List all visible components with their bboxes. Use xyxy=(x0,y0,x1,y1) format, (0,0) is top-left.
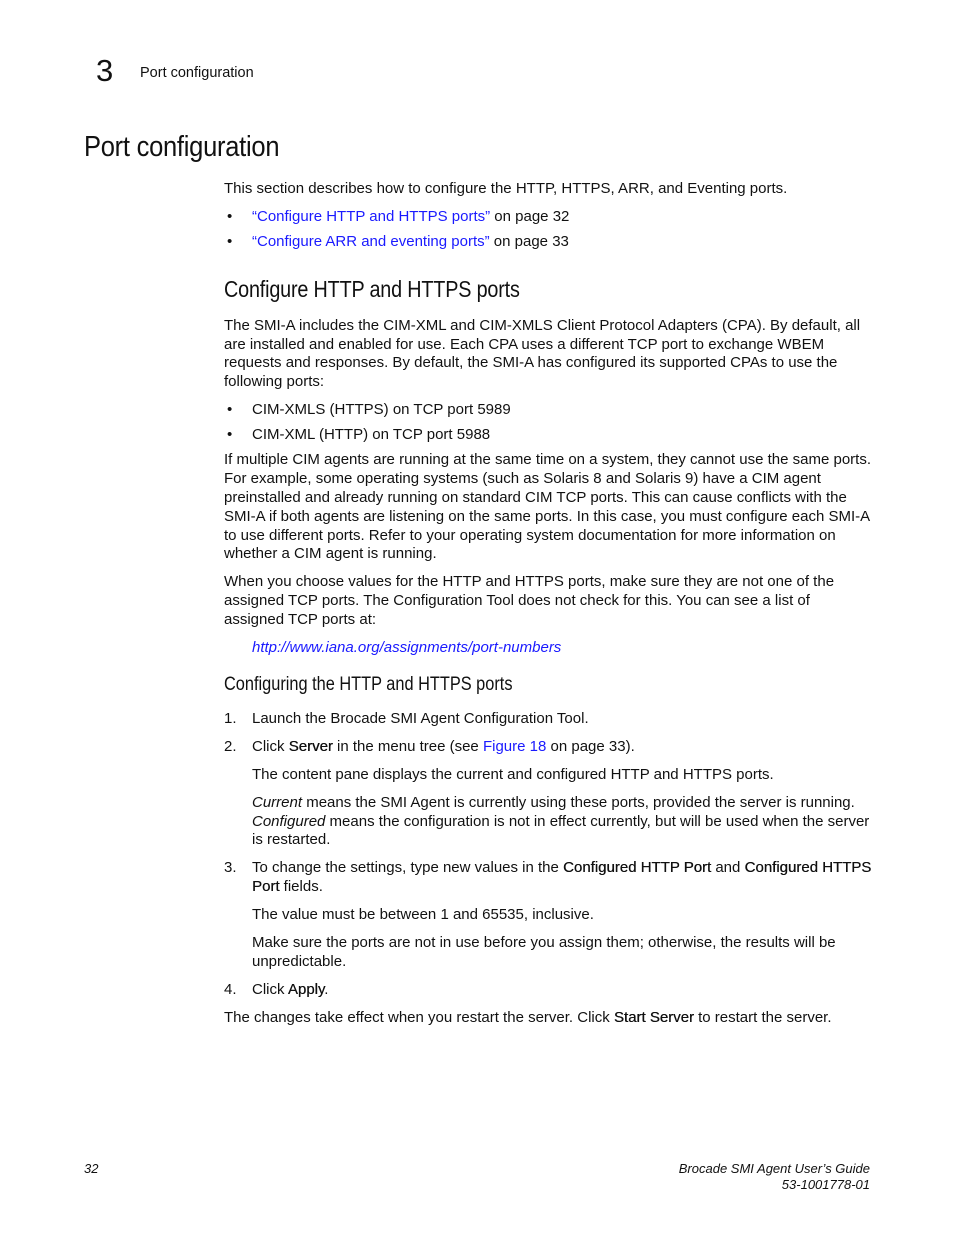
step-text: on page 33). xyxy=(546,737,635,755)
chapter-number: 3 xyxy=(96,53,114,88)
link-configure-http-https[interactable]: “Configure HTTP and HTTPS ports” xyxy=(252,207,491,225)
step-note: The value must be between 1 and 65535, inclusive. xyxy=(252,906,594,924)
bullet-icon: • xyxy=(227,233,233,251)
section-paragraph: When you choose values for the HTTP and HTTPS ports, make sure they are not one of the assigned TCP ports. The Configuration Tool does not check for this. You can see a list of assigned TCP ports at: xyxy=(224,573,835,628)
step-note xyxy=(224,794,874,850)
page-title: Port configuration xyxy=(84,131,280,163)
toc-link-list xyxy=(224,208,874,252)
step-number: 3. xyxy=(224,859,237,877)
step-text: Click xyxy=(252,737,289,755)
term-current: Current xyxy=(252,793,303,811)
step-item xyxy=(224,710,874,729)
step-number: 4. xyxy=(224,980,237,998)
iana-url-link[interactable]: http://www.iana.org/assignments/port-numbers xyxy=(252,638,562,656)
port-list xyxy=(224,401,874,445)
ui-term-http-port: Configured HTTP Port xyxy=(563,859,712,877)
link-configure-arr-eventing[interactable]: “Configure ARR and eventing ports” xyxy=(252,233,490,251)
step-text: and xyxy=(711,859,745,877)
section-heading: Configure HTTP and HTTPS ports xyxy=(224,275,520,302)
port-item-text: CIM-XMLS (HTTPS) on TCP port 5989 xyxy=(252,401,511,419)
running-header: Port configuration xyxy=(140,65,254,81)
ui-term-start-server: Start Server xyxy=(613,1008,694,1026)
list-item xyxy=(224,233,874,252)
footer-page-number: 32 xyxy=(84,1161,99,1176)
figure-link[interactable]: Figure 18 xyxy=(482,737,547,755)
step-item xyxy=(224,981,874,1000)
step-note: Make sure the ports are not in use before you assign them; otherwise, the results will be unpredictable. xyxy=(252,934,836,970)
step-text: fields. xyxy=(279,878,323,896)
term-configured: Configured xyxy=(252,812,326,830)
step-note-text: means the SMI Agent is currently using these ports, provided the server is running. xyxy=(302,793,855,811)
step-item xyxy=(224,859,874,897)
step-note-text: means the configuration is not in effect currently, but will be used when the server is restarted. xyxy=(252,812,870,849)
page-ref: on page 33 xyxy=(489,233,569,251)
bullet-icon: • xyxy=(227,207,233,225)
ui-term-apply: Apply xyxy=(287,980,325,998)
step-text: Click xyxy=(252,980,288,998)
procedure-heading: Configuring the HTTP and HTTPS ports xyxy=(224,673,513,695)
bullet-icon: • xyxy=(227,401,233,419)
main-content xyxy=(224,180,874,1037)
step-number: 2. xyxy=(224,737,237,755)
step-number: 1. xyxy=(224,709,237,727)
bullet-icon: • xyxy=(227,426,233,444)
procedure-steps xyxy=(224,710,874,1000)
intro-paragraph: This section describes how to configure the HTTP, HTTPS, ARR, and Eventing ports. xyxy=(224,180,788,197)
step-text: in the menu tree (see xyxy=(332,737,483,755)
section-paragraph: If multiple CIM agents are running at the same time on a system, they cannot use the same ports. For example, some operating systems (such as Solaris 8 and Solaris 9) have a CIM agent preinstalled and already running on standard CIM TCP ports. This can cause conflicts with the SMI-A if both agents are listening on the same ports. In this case, you must configure each SMI-A to use different ports. Refer to your operating system documentation for more information on whether a CIM agent is running. xyxy=(224,451,871,563)
step-item xyxy=(224,738,874,757)
closing-text: The changes take effect when you restart the server. Click xyxy=(224,1008,614,1026)
footer-doc-number: 53-1001778-01 xyxy=(781,1177,870,1192)
closing-text: to restart the server. xyxy=(693,1008,832,1026)
step-text: . xyxy=(324,980,329,998)
step-text: To change the settings, type new values in the xyxy=(252,859,564,877)
ui-term-server: Server xyxy=(288,737,333,755)
list-item xyxy=(224,426,874,445)
page-ref: on page 32 xyxy=(490,207,570,225)
footer-guide-title: Brocade SMI Agent User’s Guide xyxy=(678,1161,870,1176)
step-text: Launch the Brocade SMI Agent Configuration Tool. xyxy=(252,709,589,727)
footer-doc-info xyxy=(679,1161,870,1193)
ui-term-https-port: Configured HTTPS Port xyxy=(252,859,872,896)
port-item-text: CIM-XML (HTTP) on TCP port 5988 xyxy=(252,426,491,444)
section-paragraph: The SMI-A includes the CIM-XML and CIM-XMLS Client Protocol Adapters (CPA). By default, all are installed and enabled for use. Each CPA uses a different TCP port to exchange WBEM requests and responses. By default, the SMI-A has configured its supported CPAs to use the following ports: xyxy=(224,316,861,391)
closing-paragraph xyxy=(224,1009,874,1028)
step-note: The content pane displays the current and configured HTTP and HTTPS ports. xyxy=(252,765,774,783)
list-item xyxy=(224,208,874,227)
list-item xyxy=(224,401,874,420)
